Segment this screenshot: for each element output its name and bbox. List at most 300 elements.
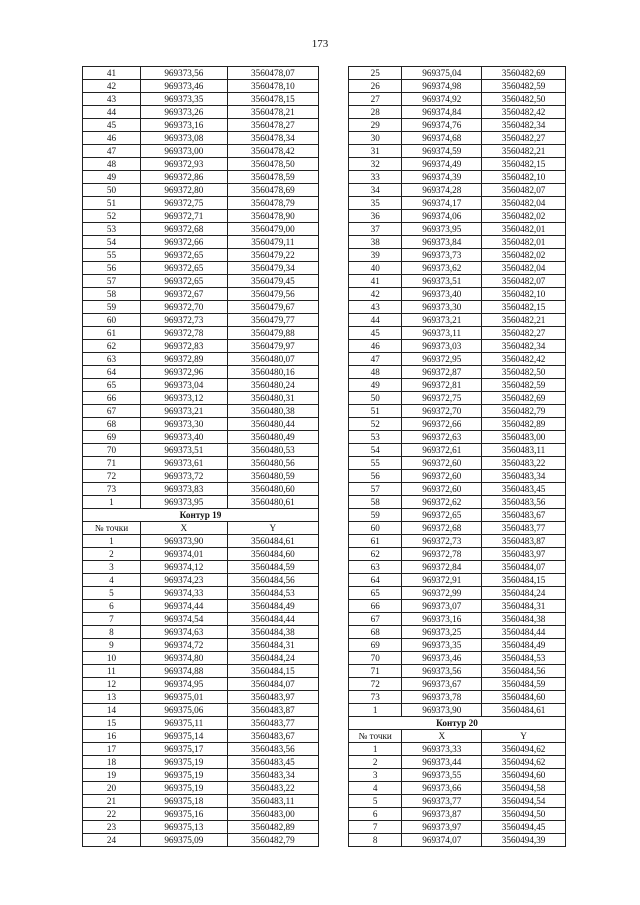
point-number-cell: 60 xyxy=(349,522,402,535)
point-number-cell: 44 xyxy=(83,106,141,119)
y-coordinate-cell: 3560484,59 xyxy=(227,561,318,574)
x-coordinate-cell: 969372,71 xyxy=(140,210,227,223)
table-row xyxy=(83,574,319,587)
x-coordinate-cell: 969373,90 xyxy=(140,535,227,548)
point-number-cell: 30 xyxy=(349,132,402,145)
point-number-cell: 66 xyxy=(83,392,141,405)
x-coordinate-cell: 969372,96 xyxy=(140,366,227,379)
table-row xyxy=(349,483,566,496)
x-coordinate-cell: 969373,83 xyxy=(140,483,227,496)
x-coordinate-cell: 969372,60 xyxy=(402,483,482,496)
y-coordinate-cell: 3560482,02 xyxy=(482,249,566,262)
point-number-cell: 68 xyxy=(83,418,141,431)
x-coordinate-cell: 969372,67 xyxy=(140,288,227,301)
table-row xyxy=(83,158,319,171)
x-coordinate-cell: 969373,56 xyxy=(402,665,482,678)
y-coordinate-cell: 3560483,87 xyxy=(227,704,318,717)
table-row xyxy=(349,587,566,600)
point-number-cell: 52 xyxy=(83,210,141,223)
point-number-cell: 72 xyxy=(349,678,402,691)
y-coordinate-cell: 3560483,00 xyxy=(482,431,566,444)
x-coordinate-cell: 969372,95 xyxy=(402,353,482,366)
y-coordinate-cell: 3560479,34 xyxy=(227,262,318,275)
point-number-cell: 48 xyxy=(83,158,141,171)
table-row xyxy=(349,314,566,327)
table-row xyxy=(349,184,566,197)
table-row xyxy=(83,262,319,275)
table-row xyxy=(349,782,566,795)
point-number-cell: 14 xyxy=(83,704,141,717)
x-coordinate-cell: 969374,39 xyxy=(402,171,482,184)
y-coordinate-cell: 3560482,01 xyxy=(482,236,566,249)
column-header-point: № точки xyxy=(349,730,402,743)
y-coordinate-cell: 3560482,07 xyxy=(482,275,566,288)
x-coordinate-cell: 969372,75 xyxy=(140,197,227,210)
table-row xyxy=(349,834,566,847)
table-row xyxy=(83,314,319,327)
x-coordinate-cell: 969373,84 xyxy=(402,236,482,249)
point-number-cell: 2 xyxy=(83,548,141,561)
point-number-cell: 51 xyxy=(349,405,402,418)
y-coordinate-cell: 3560484,60 xyxy=(227,548,318,561)
y-coordinate-cell: 3560482,34 xyxy=(482,340,566,353)
y-coordinate-cell: 3560482,89 xyxy=(227,821,318,834)
point-number-cell: 33 xyxy=(349,171,402,184)
table-row xyxy=(349,431,566,444)
table-row xyxy=(349,457,566,470)
y-coordinate-cell: 3560482,34 xyxy=(482,119,566,132)
point-number-cell: 5 xyxy=(349,795,402,808)
table-row xyxy=(83,457,319,470)
point-number-cell: 37 xyxy=(349,223,402,236)
y-coordinate-cell: 3560483,87 xyxy=(482,535,566,548)
right-contour-20-header xyxy=(349,717,566,743)
table-row xyxy=(83,132,319,145)
y-coordinate-cell: 3560483,97 xyxy=(227,691,318,704)
table-row xyxy=(83,769,319,782)
y-coordinate-cell: 3560479,22 xyxy=(227,249,318,262)
y-coordinate-cell: 3560479,67 xyxy=(227,301,318,314)
table-row xyxy=(83,821,319,834)
y-coordinate-cell: 3560482,79 xyxy=(482,405,566,418)
table-row xyxy=(83,392,319,405)
x-coordinate-cell: 969374,59 xyxy=(402,145,482,158)
y-coordinate-cell: 3560482,04 xyxy=(482,197,566,210)
point-number-cell: 19 xyxy=(83,769,141,782)
point-number-cell: 45 xyxy=(349,327,402,340)
right-rows-top xyxy=(349,67,566,717)
table-row xyxy=(349,132,566,145)
table-row xyxy=(83,626,319,639)
x-coordinate-cell: 969374,54 xyxy=(140,613,227,626)
table-row xyxy=(349,756,566,769)
x-coordinate-cell: 969373,78 xyxy=(402,691,482,704)
y-coordinate-cell: 3560483,45 xyxy=(482,483,566,496)
point-number-cell: 18 xyxy=(83,756,141,769)
point-number-cell: 43 xyxy=(83,93,141,106)
x-coordinate-cell: 969373,67 xyxy=(402,678,482,691)
x-coordinate-cell: 969373,73 xyxy=(402,249,482,262)
y-coordinate-cell: 3560478,69 xyxy=(227,184,318,197)
point-number-cell: 53 xyxy=(349,431,402,444)
table-row xyxy=(349,652,566,665)
x-coordinate-cell: 969374,92 xyxy=(402,93,482,106)
point-number-cell: 60 xyxy=(83,314,141,327)
x-coordinate-cell: 969373,66 xyxy=(402,782,482,795)
y-coordinate-cell: 3560484,15 xyxy=(227,665,318,678)
y-coordinate-cell: 3560484,07 xyxy=(482,561,566,574)
x-coordinate-cell: 969374,01 xyxy=(140,548,227,561)
point-number-cell: 6 xyxy=(83,600,141,613)
table-row xyxy=(83,704,319,717)
point-number-cell: 71 xyxy=(349,665,402,678)
point-number-cell: 73 xyxy=(83,483,141,496)
point-number-cell: 54 xyxy=(349,444,402,457)
y-coordinate-cell: 3560484,15 xyxy=(482,574,566,587)
point-number-cell: 56 xyxy=(349,470,402,483)
x-coordinate-cell: 969375,14 xyxy=(140,730,227,743)
table-row xyxy=(83,418,319,431)
point-number-cell: 52 xyxy=(349,418,402,431)
table-row xyxy=(83,444,319,457)
y-coordinate-cell: 3560482,10 xyxy=(482,288,566,301)
x-coordinate-cell: 969372,87 xyxy=(402,366,482,379)
point-number-cell: 41 xyxy=(83,67,141,80)
x-coordinate-cell: 969372,70 xyxy=(402,405,482,418)
point-number-cell: 22 xyxy=(83,808,141,821)
y-coordinate-cell: 3560480,31 xyxy=(227,392,318,405)
table-row xyxy=(349,691,566,704)
x-coordinate-cell: 969374,17 xyxy=(402,197,482,210)
x-coordinate-cell: 969373,16 xyxy=(402,613,482,626)
x-coordinate-cell: 969372,99 xyxy=(402,587,482,600)
y-coordinate-cell: 3560484,44 xyxy=(227,613,318,626)
point-number-cell: 44 xyxy=(349,314,402,327)
x-coordinate-cell: 969372,89 xyxy=(140,353,227,366)
table-row xyxy=(349,574,566,587)
point-number-cell: 70 xyxy=(349,652,402,665)
point-number-cell: 24 xyxy=(83,834,141,847)
table-row xyxy=(83,288,319,301)
table-row xyxy=(83,301,319,314)
coordinates-table-right xyxy=(348,66,566,847)
x-coordinate-cell: 969375,19 xyxy=(140,782,227,795)
x-coordinate-cell: 969373,30 xyxy=(402,301,482,314)
y-coordinate-cell: 3560478,79 xyxy=(227,197,318,210)
x-coordinate-cell: 969372,65 xyxy=(402,509,482,522)
y-coordinate-cell: 3560480,38 xyxy=(227,405,318,418)
table-row xyxy=(83,743,319,756)
table-row xyxy=(349,158,566,171)
point-number-cell: 57 xyxy=(349,483,402,496)
point-number-cell: 51 xyxy=(83,197,141,210)
point-number-cell: 48 xyxy=(349,366,402,379)
x-coordinate-cell: 969373,03 xyxy=(402,340,482,353)
x-coordinate-cell: 969372,86 xyxy=(140,171,227,184)
point-number-cell: 25 xyxy=(349,67,402,80)
table-row xyxy=(349,769,566,782)
x-coordinate-cell: 969372,78 xyxy=(140,327,227,340)
y-coordinate-cell: 3560483,34 xyxy=(482,470,566,483)
table-row xyxy=(83,782,319,795)
table-row xyxy=(83,249,319,262)
x-coordinate-cell: 969373,00 xyxy=(140,145,227,158)
y-coordinate-cell: 3560482,15 xyxy=(482,301,566,314)
x-coordinate-cell: 969373,21 xyxy=(402,314,482,327)
table-row xyxy=(349,145,566,158)
x-coordinate-cell: 969374,06 xyxy=(402,210,482,223)
point-number-cell: 27 xyxy=(349,93,402,106)
x-coordinate-cell: 969373,40 xyxy=(402,288,482,301)
point-number-cell: 58 xyxy=(349,496,402,509)
table-row xyxy=(349,522,566,535)
x-coordinate-cell: 969373,51 xyxy=(140,444,227,457)
y-coordinate-cell: 3560483,77 xyxy=(227,717,318,730)
point-number-cell: 55 xyxy=(349,457,402,470)
table-row xyxy=(349,496,566,509)
y-coordinate-cell: 3560494,60 xyxy=(482,769,566,782)
x-coordinate-cell: 969373,04 xyxy=(140,379,227,392)
y-coordinate-cell: 3560484,56 xyxy=(227,574,318,587)
point-number-cell: 50 xyxy=(83,184,141,197)
y-coordinate-cell: 3560483,34 xyxy=(227,769,318,782)
y-coordinate-cell: 3560480,44 xyxy=(227,418,318,431)
x-coordinate-cell: 969372,65 xyxy=(140,262,227,275)
x-coordinate-cell: 969374,84 xyxy=(402,106,482,119)
table-row xyxy=(83,639,319,652)
column-header-x: X xyxy=(402,730,482,743)
table-row xyxy=(349,405,566,418)
table-row xyxy=(349,795,566,808)
y-coordinate-cell: 3560482,07 xyxy=(482,184,566,197)
x-coordinate-cell: 969375,06 xyxy=(140,704,227,717)
x-coordinate-cell: 969373,11 xyxy=(402,327,482,340)
table-row xyxy=(83,730,319,743)
x-coordinate-cell: 969375,04 xyxy=(402,67,482,80)
y-coordinate-cell: 3560478,07 xyxy=(227,67,318,80)
y-coordinate-cell: 3560483,22 xyxy=(482,457,566,470)
y-coordinate-cell: 3560482,89 xyxy=(482,418,566,431)
table-row xyxy=(349,262,566,275)
y-coordinate-cell: 3560483,56 xyxy=(482,496,566,509)
x-coordinate-cell: 969373,87 xyxy=(402,808,482,821)
y-coordinate-cell: 3560478,59 xyxy=(227,171,318,184)
x-coordinate-cell: 969372,63 xyxy=(402,431,482,444)
point-number-cell: 65 xyxy=(83,379,141,392)
y-coordinate-cell: 3560482,10 xyxy=(482,171,566,184)
x-coordinate-cell: 969375,19 xyxy=(140,769,227,782)
table-row xyxy=(83,405,319,418)
point-number-cell: 21 xyxy=(83,795,141,808)
x-coordinate-cell: 969374,68 xyxy=(402,132,482,145)
x-coordinate-cell: 969372,65 xyxy=(140,275,227,288)
y-coordinate-cell: 3560482,15 xyxy=(482,158,566,171)
x-coordinate-cell: 969375,09 xyxy=(140,834,227,847)
x-coordinate-cell: 969374,28 xyxy=(402,184,482,197)
point-number-cell: 1 xyxy=(349,743,402,756)
point-number-cell: 23 xyxy=(83,821,141,834)
y-coordinate-cell: 3560494,62 xyxy=(482,756,566,769)
y-coordinate-cell: 3560480,56 xyxy=(227,457,318,470)
x-coordinate-cell: 969372,68 xyxy=(140,223,227,236)
x-coordinate-cell: 969372,80 xyxy=(140,184,227,197)
table-row xyxy=(349,67,566,80)
y-coordinate-cell: 3560483,67 xyxy=(227,730,318,743)
x-coordinate-cell: 969373,55 xyxy=(402,769,482,782)
x-coordinate-cell: 969373,40 xyxy=(140,431,227,444)
x-coordinate-cell: 969373,51 xyxy=(402,275,482,288)
x-coordinate-cell: 969372,66 xyxy=(140,236,227,249)
y-coordinate-cell: 3560482,79 xyxy=(227,834,318,847)
table-row xyxy=(83,483,319,496)
section-caption-row xyxy=(349,717,566,730)
table-row xyxy=(83,366,319,379)
point-number-cell: 55 xyxy=(83,249,141,262)
x-coordinate-cell: 969373,21 xyxy=(140,405,227,418)
point-number-cell: 6 xyxy=(349,808,402,821)
table-row xyxy=(83,561,319,574)
y-coordinate-cell: 3560478,50 xyxy=(227,158,318,171)
y-coordinate-cell: 3560478,27 xyxy=(227,119,318,132)
point-number-cell: 41 xyxy=(349,275,402,288)
table-row xyxy=(83,210,319,223)
point-number-cell: 31 xyxy=(349,145,402,158)
table-row xyxy=(83,67,319,80)
y-coordinate-cell: 3560480,24 xyxy=(227,379,318,392)
y-coordinate-cell: 3560482,21 xyxy=(482,314,566,327)
section-caption: Контур 19 xyxy=(83,509,319,522)
point-number-cell: 72 xyxy=(83,470,141,483)
x-coordinate-cell: 969375,11 xyxy=(140,717,227,730)
y-coordinate-cell: 3560484,24 xyxy=(482,587,566,600)
point-number-cell: 2 xyxy=(349,756,402,769)
left-rows-bottom xyxy=(83,535,319,847)
x-coordinate-cell: 969373,33 xyxy=(402,743,482,756)
y-coordinate-cell: 3560480,59 xyxy=(227,470,318,483)
point-number-cell: 15 xyxy=(83,717,141,730)
point-number-cell: 49 xyxy=(349,379,402,392)
table-row xyxy=(83,600,319,613)
point-number-cell: 63 xyxy=(349,561,402,574)
point-number-cell: 68 xyxy=(349,626,402,639)
y-coordinate-cell: 3560483,97 xyxy=(482,548,566,561)
x-coordinate-cell: 969373,95 xyxy=(140,496,227,509)
point-number-cell: 63 xyxy=(83,353,141,366)
table-row xyxy=(349,340,566,353)
x-coordinate-cell: 969375,16 xyxy=(140,808,227,821)
column-header-x: X xyxy=(140,522,227,535)
table-row xyxy=(83,470,319,483)
point-number-cell: 1 xyxy=(349,704,402,717)
x-coordinate-cell: 969372,61 xyxy=(402,444,482,457)
point-number-cell: 59 xyxy=(83,301,141,314)
y-coordinate-cell: 3560480,60 xyxy=(227,483,318,496)
point-number-cell: 9 xyxy=(83,639,141,652)
table-row xyxy=(349,509,566,522)
left-contour-19-header xyxy=(83,509,319,535)
column-header-y: Y xyxy=(482,730,566,743)
table-row xyxy=(349,535,566,548)
y-coordinate-cell: 3560494,58 xyxy=(482,782,566,795)
table-row xyxy=(349,249,566,262)
right-rows-bottom xyxy=(349,743,566,847)
x-coordinate-cell: 969373,35 xyxy=(402,639,482,652)
point-number-cell: 17 xyxy=(83,743,141,756)
table-row xyxy=(83,678,319,691)
table-row xyxy=(349,704,566,717)
table-row xyxy=(349,470,566,483)
x-coordinate-cell: 969375,01 xyxy=(140,691,227,704)
table-row xyxy=(349,353,566,366)
table-row xyxy=(83,613,319,626)
x-coordinate-cell: 969372,75 xyxy=(402,392,482,405)
table-row xyxy=(83,587,319,600)
y-coordinate-cell: 3560484,61 xyxy=(482,704,566,717)
x-coordinate-cell: 969372,83 xyxy=(140,340,227,353)
y-coordinate-cell: 3560478,15 xyxy=(227,93,318,106)
point-number-cell: 8 xyxy=(83,626,141,639)
x-coordinate-cell: 969373,44 xyxy=(402,756,482,769)
point-number-cell: 61 xyxy=(349,535,402,548)
y-coordinate-cell: 3560484,24 xyxy=(227,652,318,665)
point-number-cell: 71 xyxy=(83,457,141,470)
y-coordinate-cell: 3560484,07 xyxy=(227,678,318,691)
point-number-cell: 42 xyxy=(349,288,402,301)
point-number-cell: 26 xyxy=(349,80,402,93)
y-coordinate-cell: 3560482,50 xyxy=(482,93,566,106)
y-coordinate-cell: 3560478,34 xyxy=(227,132,318,145)
point-number-cell: 12 xyxy=(83,678,141,691)
table-row xyxy=(83,535,319,548)
table-row xyxy=(83,236,319,249)
table-row xyxy=(349,613,566,626)
y-coordinate-cell: 3560482,50 xyxy=(482,366,566,379)
y-coordinate-cell: 3560484,31 xyxy=(482,600,566,613)
x-coordinate-cell: 969372,70 xyxy=(140,301,227,314)
point-number-cell: 62 xyxy=(83,340,141,353)
section-caption-row xyxy=(83,509,319,522)
x-coordinate-cell: 969374,33 xyxy=(140,587,227,600)
column-header-point: № точки xyxy=(83,522,141,535)
table-row xyxy=(83,756,319,769)
x-coordinate-cell: 969372,81 xyxy=(402,379,482,392)
table-row xyxy=(83,327,319,340)
point-number-cell: 7 xyxy=(83,613,141,626)
y-coordinate-cell: 3560480,49 xyxy=(227,431,318,444)
x-coordinate-cell: 969374,72 xyxy=(140,639,227,652)
x-coordinate-cell: 969373,16 xyxy=(140,119,227,132)
table-row xyxy=(83,834,319,847)
y-coordinate-cell: 3560484,60 xyxy=(482,691,566,704)
y-coordinate-cell: 3560478,42 xyxy=(227,145,318,158)
x-coordinate-cell: 969373,61 xyxy=(140,457,227,470)
y-coordinate-cell: 3560484,49 xyxy=(227,600,318,613)
x-coordinate-cell: 969373,62 xyxy=(402,262,482,275)
point-number-cell: 29 xyxy=(349,119,402,132)
x-coordinate-cell: 969374,44 xyxy=(140,600,227,613)
x-coordinate-cell: 969373,46 xyxy=(402,652,482,665)
table-row xyxy=(349,236,566,249)
point-number-cell: 56 xyxy=(83,262,141,275)
x-coordinate-cell: 969373,72 xyxy=(140,470,227,483)
table-row xyxy=(83,665,319,678)
left-rows-top xyxy=(83,67,319,509)
y-coordinate-cell: 3560484,38 xyxy=(227,626,318,639)
table-row xyxy=(83,340,319,353)
table-row xyxy=(83,496,319,509)
x-coordinate-cell: 969372,68 xyxy=(402,522,482,535)
table-row xyxy=(83,197,319,210)
